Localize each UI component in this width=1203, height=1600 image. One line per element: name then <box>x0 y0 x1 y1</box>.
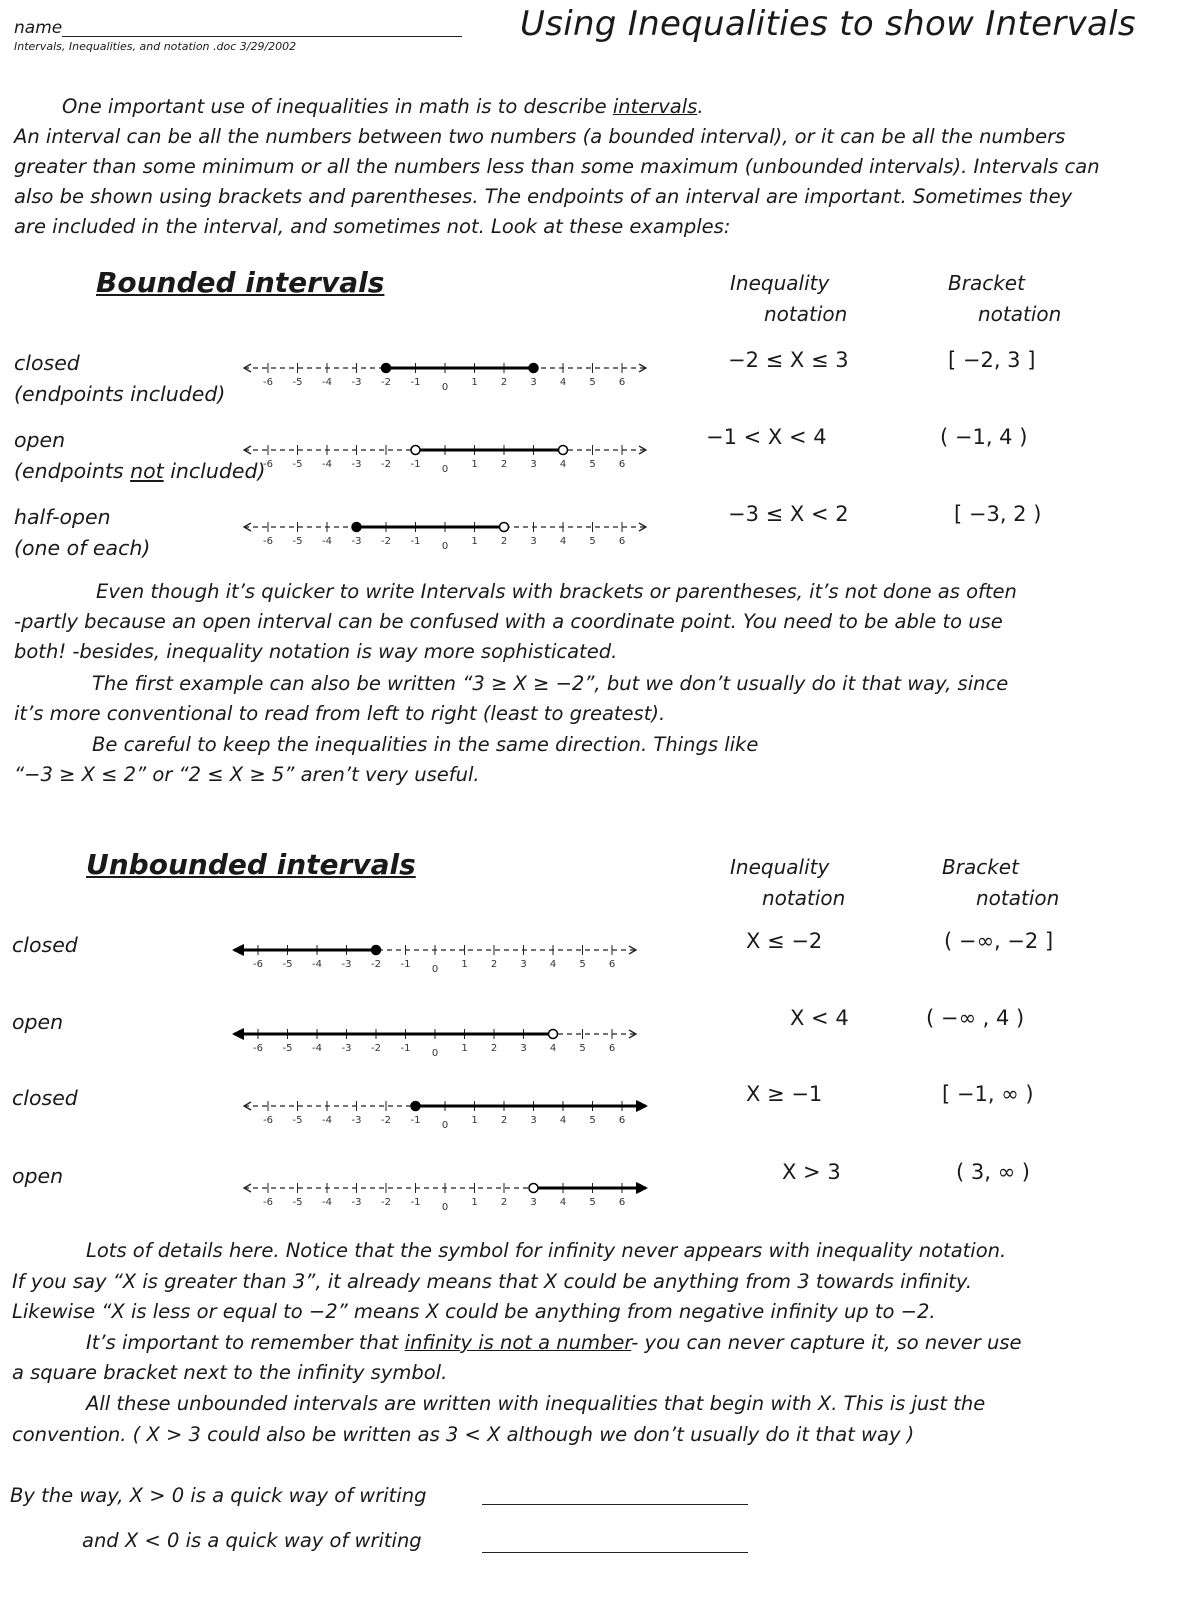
closing-p1-line-3: Likewise “X is less or equal to −2” means X could be anything from negative infinity up to −2. <box>12 1300 936 1323</box>
infinity-arrow-right <box>636 1100 648 1112</box>
tick-label: -5 <box>292 377 303 388</box>
tick-label: 3 <box>530 1115 537 1126</box>
bounded-ineq-header-1: Inequality <box>730 271 830 295</box>
tick-label: 4 <box>559 536 567 547</box>
closing-p2-line-1: It’s important to remember that infinity is not a number- you can never capture it, so never use <box>86 1331 1022 1354</box>
tick-label: -4 <box>322 1115 332 1126</box>
open-endpoint <box>411 446 420 455</box>
closing-p2-line-2: a square bracket next to the infinity symbol. <box>12 1361 448 1384</box>
tick-label: 0 <box>441 1202 449 1213</box>
tick-label: -5 <box>282 959 293 970</box>
tick-label: -3 <box>351 536 362 547</box>
tick-label: -5 <box>292 536 303 547</box>
infinity-not-number-underlined: infinity is not a number <box>404 1331 632 1354</box>
middle-p2-line-1: The first example can also be written “3 ≥ X ≥ −2”, but we don’t usually do it that way, since <box>92 672 1009 695</box>
bounded-row-1-bracket: [ −2, 3 ] <box>948 348 1036 372</box>
unbounded-row-3-inequality: X ≥ −1 <box>746 1082 823 1106</box>
bounded-row-1-sublabel: (endpoints included) <box>14 382 226 406</box>
tick-label: -6 <box>253 959 263 970</box>
tick-label: 3 <box>520 959 527 970</box>
tick-label: 5 <box>589 377 596 388</box>
tick-label: 6 <box>608 959 616 970</box>
closed-endpoint <box>372 946 381 955</box>
closed-endpoint <box>529 364 538 373</box>
unbounded-row-2-label: open <box>12 1010 64 1034</box>
unbounded-row-4-label: open <box>12 1164 64 1188</box>
unbounded-ineq-header-1: Inequality <box>730 855 830 879</box>
tick-label: 5 <box>589 536 596 547</box>
tick-label: -4 <box>322 1197 332 1208</box>
tick-label: -3 <box>351 459 362 470</box>
tick-label: -4 <box>322 536 332 547</box>
middle-p3-line-2: “−3 ≥ X ≤ 2” or “2 ≤ X ≥ 5” aren’t very useful. <box>14 763 480 786</box>
infinity-arrow-left <box>232 1028 244 1040</box>
tick-label: 3 <box>530 377 537 388</box>
tick-label: 1 <box>461 1043 468 1054</box>
tick-label: 4 <box>549 1043 557 1054</box>
tick-label: -6 <box>263 1197 273 1208</box>
tick-label: 2 <box>490 959 498 970</box>
bounded-section-title: Bounded intervals <box>96 266 385 299</box>
closing-p1-line-2: If you say “X is greater than 3”, it already means that X could be anything from 3 towards infinity. <box>12 1270 973 1293</box>
question-2: and X < 0 is a quick way of writing <box>82 1529 422 1552</box>
unbounded-row-3-bracket: [ −1, ∞ ) <box>942 1082 1034 1106</box>
tick-label: -3 <box>351 1115 362 1126</box>
tick-label: 0 <box>431 964 439 975</box>
tick-label: -3 <box>341 959 352 970</box>
closed-endpoint <box>411 1102 420 1111</box>
tick-label: -4 <box>312 1043 322 1054</box>
bounded-bracket-header-1: Bracket <box>948 271 1025 295</box>
tick-label: 4 <box>549 959 557 970</box>
open-endpoint <box>529 1184 538 1193</box>
bounded-bracket-header-2: notation <box>978 302 1062 326</box>
tick-label: -1 <box>410 1115 421 1126</box>
middle-p2-line-2: it’s more conventional to read from left to right (least to greatest). <box>14 702 666 725</box>
tick-label: -4 <box>322 459 332 470</box>
tick-label: -1 <box>400 959 411 970</box>
tick-label: -4 <box>312 959 322 970</box>
number-line-unbounded-closed-right <box>236 1094 666 1131</box>
unbounded-section-title: Unbounded intervals <box>86 848 416 881</box>
tick-label: 0 <box>441 541 449 552</box>
unbounded-ineq-header-2: notation <box>762 886 846 910</box>
tick-label: -2 <box>381 1115 391 1126</box>
tick-label: -5 <box>282 1043 293 1054</box>
tick-label: 6 <box>618 1115 626 1126</box>
number-line-bounded-closed <box>236 356 656 393</box>
unbounded-row-2-inequality: X < 4 <box>790 1006 849 1030</box>
unbounded-row-2-bracket: ( −∞ , 4 ) <box>926 1006 1025 1030</box>
tick-label: -5 <box>292 459 303 470</box>
unbounded-row-4-bracket: ( 3, ∞ ) <box>956 1160 1030 1184</box>
tick-label: 4 <box>559 377 567 388</box>
tick-label: -6 <box>263 377 273 388</box>
closed-endpoint <box>352 523 361 532</box>
tick-label: 3 <box>530 459 537 470</box>
unbounded-row-4-inequality: X > 3 <box>782 1160 841 1184</box>
tick-label: 6 <box>618 459 626 470</box>
bounded-ineq-header-2: notation <box>764 302 848 326</box>
tick-label: -4 <box>322 377 332 388</box>
tick-label: 4 <box>559 1115 567 1126</box>
tick-label: 1 <box>471 1115 478 1126</box>
tick-label: 5 <box>589 1197 596 1208</box>
middle-p1-line-3: both! -besides, inequality notation is way more sophisticated. <box>14 640 618 663</box>
tick-label: -2 <box>371 1043 381 1054</box>
bounded-row-3-sublabel: (one of each) <box>14 536 151 560</box>
tick-label: -6 <box>253 1043 263 1054</box>
unbounded-row-1-bracket: ( −∞, −2 ] <box>944 929 1054 953</box>
tick-label: 3 <box>520 1043 527 1054</box>
tick-label: 0 <box>441 464 449 475</box>
bounded-row-3-bracket: [ −3, 2 ) <box>954 502 1042 526</box>
open-endpoint <box>549 1030 558 1039</box>
intro-line-5: are included in the interval, and sometimes not. Look at these examples: <box>14 215 731 238</box>
tick-label: -5 <box>292 1197 303 1208</box>
tick-label: 6 <box>618 377 626 388</box>
tick-label: 2 <box>500 1115 508 1126</box>
tick-label: 4 <box>559 1197 567 1208</box>
tick-label: -1 <box>410 459 421 470</box>
infinity-arrow-right <box>636 1182 648 1194</box>
tick-label: 6 <box>608 1043 616 1054</box>
bounded-row-2-sublabel: (endpoints not included) <box>14 459 266 483</box>
unbounded-row-1-inequality: X ≤ −2 <box>746 929 823 953</box>
tick-label: -6 <box>263 1115 273 1126</box>
bounded-row-3-inequality: −3 ≤ X < 2 <box>728 502 849 526</box>
unbounded-row-1-label: closed <box>12 933 78 957</box>
tick-label: 2 <box>500 459 508 470</box>
tick-label: 1 <box>471 1197 478 1208</box>
closing-p3-line-2: convention. ( X > 3 could also be written as 3 < X although we don’t usually do it that way ) <box>12 1423 915 1446</box>
middle-p1-line-2: -partly because an open interval can be confused with a coordinate point. You need to be able to use <box>14 610 1003 633</box>
tick-label: -3 <box>351 377 362 388</box>
tick-label: 1 <box>471 377 478 388</box>
closed-endpoint <box>382 364 391 373</box>
tick-label: 3 <box>530 1197 537 1208</box>
tick-label: 2 <box>490 1043 498 1054</box>
tick-label: -2 <box>381 459 391 470</box>
intro-line-4: also be shown using brackets and parentheses. The endpoints of an interval are important. Sometimes they <box>14 185 1073 208</box>
intro-line-3: greater than some minimum or all the numbers less than some maximum (unbounded intervals). Intervals can <box>14 155 1100 178</box>
bounded-row-1-inequality: −2 ≤ X ≤ 3 <box>728 348 849 372</box>
answer-blank-1[interactable] <box>482 1504 748 1505</box>
middle-p1-line-1: Even though it’s quicker to write Intervals with brackets or parentheses, it’s not done as often <box>96 580 1017 603</box>
doc-reference: Intervals, Inequalities, and notation .doc 3/29/2002 <box>14 40 297 53</box>
bounded-row-1-label: closed <box>14 351 80 375</box>
bounded-row-2-bracket: ( −1, 4 ) <box>940 425 1028 449</box>
tick-label: -6 <box>263 536 273 547</box>
question-1: By the way, X > 0 is a quick way of writing <box>10 1484 427 1507</box>
tick-label: -2 <box>381 1197 391 1208</box>
tick-label: -1 <box>400 1043 411 1054</box>
tick-label: 2 <box>500 1197 508 1208</box>
intervals-underlined: intervals <box>612 95 698 118</box>
tick-label: -1 <box>410 1197 421 1208</box>
number-line-bounded-open <box>236 438 656 475</box>
infinity-arrow-left <box>232 944 244 956</box>
number-line-unbounded-open-right <box>236 1176 666 1213</box>
tick-label: 5 <box>589 459 596 470</box>
tick-label: -5 <box>292 1115 303 1126</box>
tick-label: 5 <box>579 959 586 970</box>
intro-line-1: One important use of inequalities in math is to describe intervals. <box>62 95 704 118</box>
tick-label: -2 <box>381 536 391 547</box>
number-line-unbounded-open-left <box>226 1022 656 1059</box>
tick-label: -1 <box>410 377 421 388</box>
bounded-row-2-label: open <box>14 428 66 452</box>
tick-label: 2 <box>500 377 508 388</box>
tick-label: 3 <box>530 536 537 547</box>
number-line-bounded-half-open <box>236 515 656 552</box>
closing-p3-line-1: All these unbounded intervals are written with inequalities that begin with X. This is just the <box>86 1392 986 1415</box>
tick-label: -2 <box>371 959 381 970</box>
name-blank-line[interactable] <box>62 36 462 37</box>
tick-label: -3 <box>351 1197 362 1208</box>
tick-label: 5 <box>589 1115 596 1126</box>
unbounded-row-3-label: closed <box>12 1086 78 1110</box>
answer-blank-2[interactable] <box>482 1552 748 1553</box>
open-endpoint <box>500 523 509 532</box>
tick-label: 0 <box>441 1120 449 1131</box>
tick-label: -1 <box>410 536 421 547</box>
tick-label: 0 <box>441 382 449 393</box>
name-label: name <box>14 18 63 38</box>
tick-label: 1 <box>461 959 468 970</box>
tick-label: -2 <box>381 377 391 388</box>
bounded-row-3-label: half-open <box>14 505 111 529</box>
tick-label: 1 <box>471 459 478 470</box>
tick-label: 1 <box>471 536 478 547</box>
unbounded-bracket-header-1: Bracket <box>942 855 1019 879</box>
number-line-unbounded-closed-left <box>226 938 656 975</box>
tick-label: 0 <box>431 1048 439 1059</box>
unbounded-bracket-header-2: notation <box>976 886 1060 910</box>
tick-label: 2 <box>500 536 508 547</box>
middle-p3-line-1: Be careful to keep the inequalities in the same direction. Things like <box>92 733 759 756</box>
tick-label: 6 <box>618 1197 626 1208</box>
bounded-row-2-inequality: −1 < X < 4 <box>706 425 827 449</box>
tick-label: 4 <box>559 459 567 470</box>
tick-label: -6 <box>263 459 273 470</box>
tick-label: 5 <box>579 1043 586 1054</box>
tick-label: 6 <box>618 536 626 547</box>
tick-label: -3 <box>341 1043 352 1054</box>
intro-line-2: An interval can be all the numbers between two numbers (a bounded interval), or it can be all the numbers <box>14 125 1066 148</box>
open-endpoint <box>559 446 568 455</box>
closing-p1-line-1: Lots of details here. Notice that the symbol for infinity never appears with inequality notation. <box>86 1239 1007 1262</box>
page-title: Using Inequalities to show Intervals <box>520 4 1136 44</box>
